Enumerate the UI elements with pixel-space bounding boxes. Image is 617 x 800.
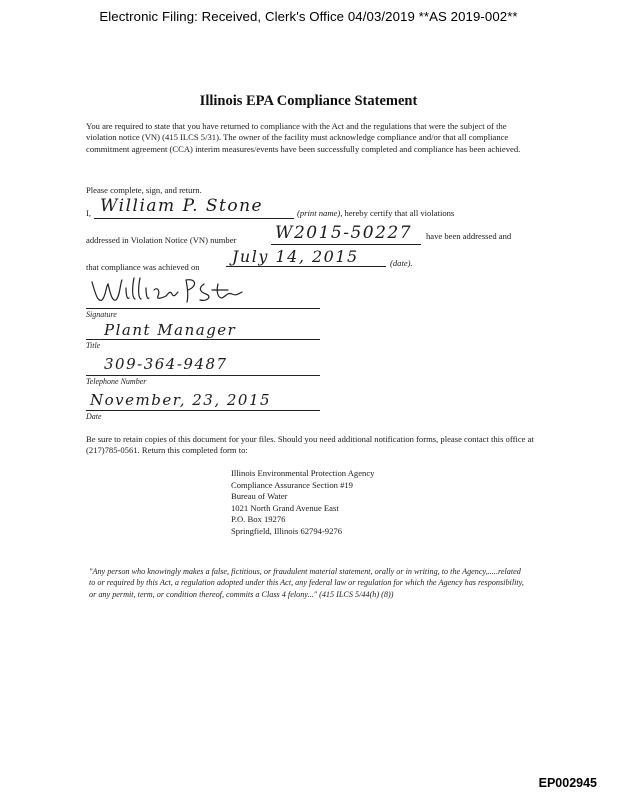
address-line: Compliance Assurance Section #19 <box>231 479 353 490</box>
certify-prefix: I, <box>86 208 92 218</box>
compliance-date-value[interactable]: July 14, 2015 <box>232 247 359 266</box>
certify-line-tail <box>297 208 454 218</box>
signature-underline <box>86 308 320 309</box>
vn-underline <box>271 244 421 245</box>
date-field-underline <box>86 410 320 411</box>
address-line: P.O. Box 19276 <box>231 514 286 525</box>
vn-number-value[interactable]: W2015-50227 <box>275 223 413 243</box>
title-caption: Title <box>86 341 101 350</box>
date-value[interactable]: November, 23, 2015 <box>90 391 272 409</box>
vn-prefix: addressed in Violation Notice (VN) number <box>86 235 237 245</box>
date-suffix: (date). <box>390 258 413 268</box>
phone-value[interactable]: 309-364-9487 <box>104 355 228 373</box>
address-line: Bureau of Water <box>231 491 288 502</box>
phone-underline <box>86 375 320 376</box>
page-title: Illinois EPA Compliance Statement <box>199 93 418 109</box>
signature-image <box>88 274 248 310</box>
phone-caption: Telephone Number <box>86 377 147 386</box>
certify-text: , hereby certify that all violations <box>340 208 455 218</box>
date-caption: Date <box>86 412 102 421</box>
title-underline <box>86 339 320 340</box>
retain-paragraph: Be sure to retain copies of this document for your files. Should you need additional notification forms, please contact this office at (217)785-0561. Return this completed form to: <box>86 434 534 456</box>
instruction-text: Please complete, sign, and return. <box>86 185 202 195</box>
vn-suffix: have been addressed and <box>426 231 512 241</box>
print-name-value[interactable]: William P. Stone <box>100 196 264 216</box>
signature-caption: Signature <box>86 310 117 319</box>
mailing-address <box>231 468 374 538</box>
date-prefix: that compliance was achieved on <box>86 262 200 272</box>
legal-warning: "Any person who knowingly makes a false, fictitious, or fraudulent material statement, orally or in writing, to the Agency,.....related to or required by this Act, a regulation adopted under this Act, any federal law or regulation for which the Agency has responsibility, or any permit, term, or condition thereof, commits a Class 4 felony..." (415 ILCS 5/44(h) (8)) <box>89 567 524 599</box>
title-value[interactable]: Plant Manager <box>104 321 237 339</box>
date-underline <box>226 266 386 267</box>
address-line: 1021 North Grand Avenue East <box>231 502 339 513</box>
bates-number: EP002945 <box>538 776 597 790</box>
filing-header: Electronic Filing: Received, Clerk's Office 04/03/2019 **AS 2019-002** <box>99 9 518 24</box>
print-name-underline <box>94 218 294 219</box>
address-line: Illinois Environmental Protection Agency <box>231 468 375 478</box>
print-name-label: (print name) <box>297 208 341 218</box>
address-line: Springfield, Illinois 62794-9276 <box>231 525 342 536</box>
intro-paragraph: You are required to state that you have returned to compliance with the Act and the regulations that were the subject of the violation notice (VN) (415 ILCS 5/31). The owner of the facility must acknowledge compliance and/or that all compliance commitment agreement (CCA) interim measures/events have been successfully completed and compliance has been achieved. <box>86 121 521 154</box>
